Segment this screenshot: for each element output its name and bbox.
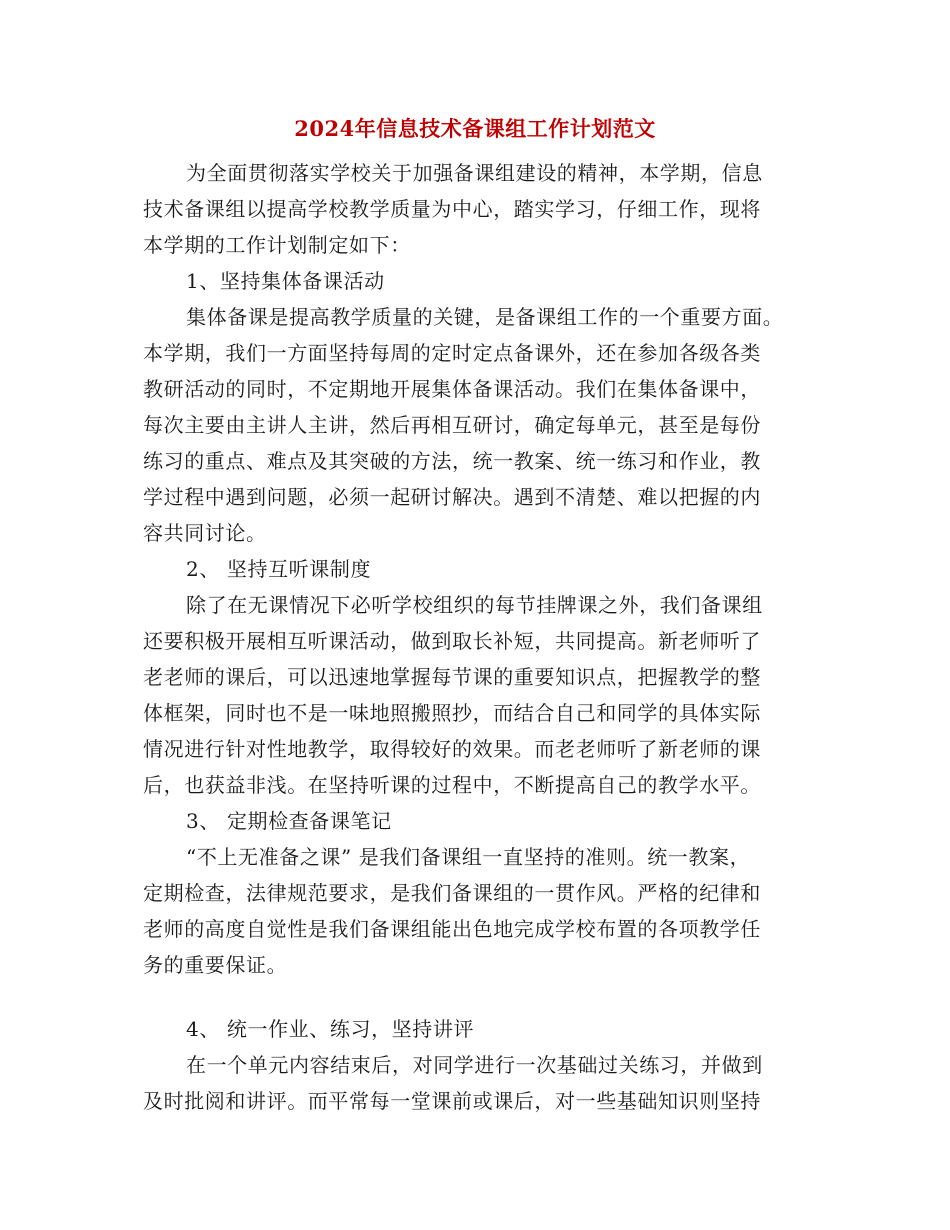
section-heading-2: 2、 坚持互听课制度 (186, 557, 372, 581)
paragraph-line: 练习的重点、难点及其突破的方法，统一教案、统一练习和作业，教 (143, 449, 761, 473)
paragraph-line: 集体备课是提高教学质量的关键，是备课组工作的一个重要方面。 (186, 305, 784, 329)
paragraph-line: 本学期，我们一方面坚持每周的定时定点备课外，还在参加各级各类 (143, 341, 761, 365)
paragraph-line: 还要积极开展相互听课活动，做到取长补短，共同提高。新老师听了 (143, 629, 761, 653)
paragraph-line: 老老师的课后，可以迅速地掌握每节课的重要知识点，把握教学的整 (143, 665, 761, 689)
paragraph-line: 在一个单元内容结束后，对同学进行一次基础过关练习，并做到 (186, 1053, 763, 1077)
paragraph-line: 本学期的工作计划制定如下： (143, 233, 411, 257)
section-heading-4: 4、 统一作业、练习，坚持讲评 (186, 1017, 475, 1041)
document-title: 2024年信息技术备课组工作计划范文 (294, 116, 656, 141)
paragraph-line: 定期检查，法律规范要求，是我们备课组的一贯作风。严格的纪律和 (143, 881, 761, 905)
paragraph-line: 及时批阅和讲评。而平常每一堂课前或课后，对一些基础知识则坚持 (143, 1089, 761, 1113)
paragraph-line: 每次主要由主讲人主讲，然后再相互研讨，确定每单元，甚至是每份 (143, 413, 761, 437)
paragraph-line: 学过程中遇到问题，必须一起研讨解决。遇到不清楚、难以把握的内 (143, 485, 761, 509)
paragraph-line: “不上无准备之课” 是我们备课组一直坚持的准则。统一教案， (186, 845, 751, 869)
paragraph-line: 容共同讨论。 (143, 521, 267, 545)
paragraph-line: 技术备课组以提高学校教学质量为中心，踏实学习，仔细工作，现将 (143, 197, 761, 221)
paragraph-line: 情况进行针对性地教学，取得较好的效果。而老老师听了新老师的课 (143, 737, 761, 761)
paragraph-line: 除了在无课情况下必听学校组织的每节挂牌课之外，我们备课组 (186, 593, 763, 617)
paragraph-line: 后，也获益非浅。在坚持听课的过程中，不断提高自己的教学水平。 (143, 773, 761, 797)
paragraph-line: 为全面贯彻落实学校关于加强备课组建设的精神，本学期，信息 (186, 161, 763, 185)
paragraph-line: 老师的高度自觉性是我们备课组能出色地完成学校布置的各项教学任 (143, 917, 761, 941)
paragraph-line: 体框架，同时也不是一味地照搬照抄，而结合自己和同学的具体实际 (143, 701, 761, 725)
section-heading-1: 1、坚持集体备课活动 (186, 269, 385, 293)
section-heading-3: 3、 定期检查备课笔记 (186, 809, 392, 833)
paragraph-line: 教研活动的同时，不定期地开展集体备课活动。我们在集体备课中， (143, 377, 761, 401)
paragraph-line: 务的重要保证。 (143, 953, 288, 977)
